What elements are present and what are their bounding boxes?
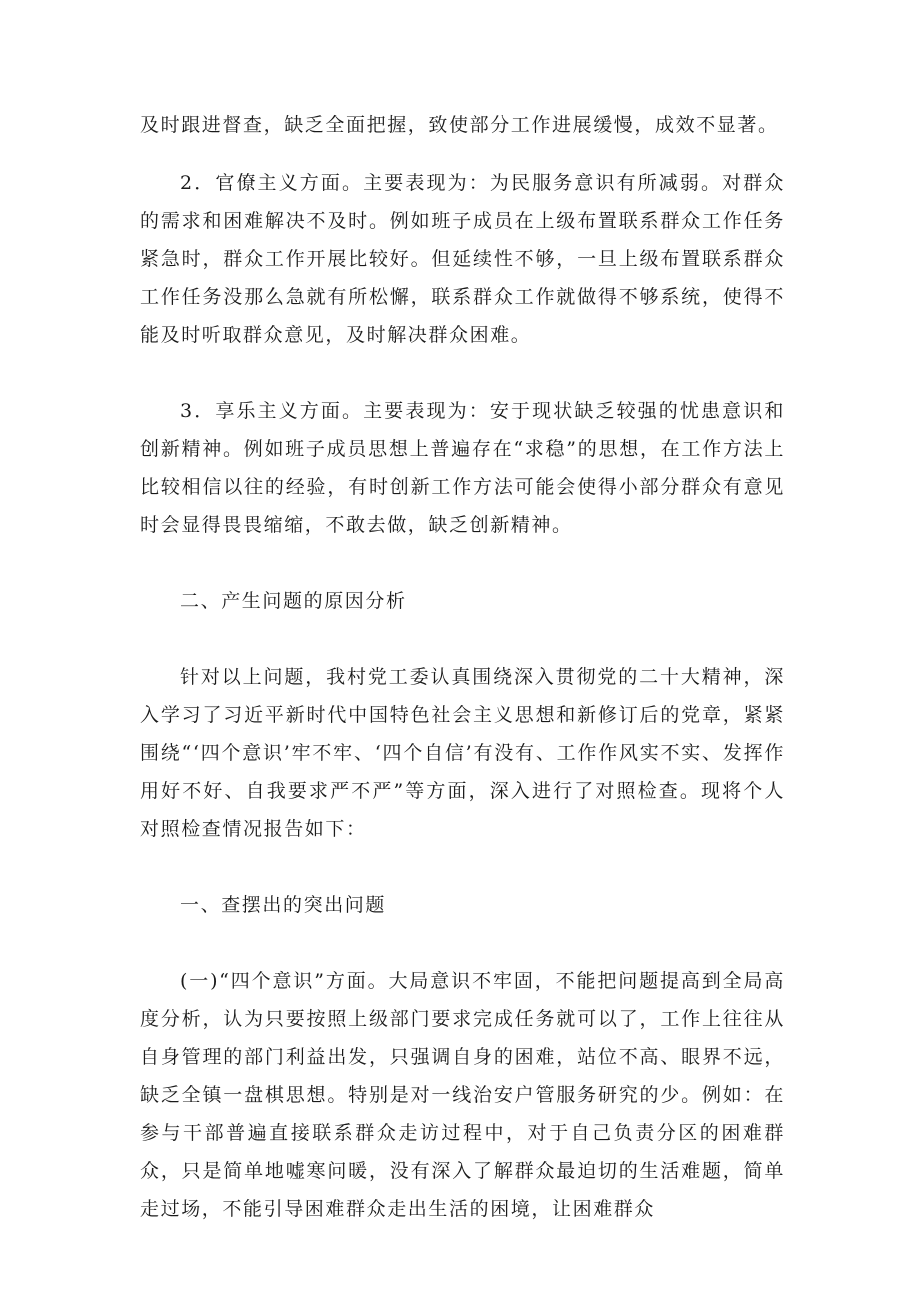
paragraph-bureaucratism: 2．官僚主义方面。主要表现为：为民服务意识有所减弱。对群众的需求和困难解决不及时。例如班子成员在上级布置联系群众工作任务紧急时，群众工作开展比较好。但延续性不够，一旦上级布置联系群众工作任务没那么急就有所松懈，联系群众工作就做得不够系统，使得不能及时听取群众意见，及时解决群众困难。 [140, 172, 785, 346]
paragraph-introduction: 针对以上问题，我村党工委认真围绕深入贯彻党的二十大精神，深入学习了习近平新时代中国特色社会主义思想和新修订后的党章，紧紧围绕“‘四个意识’牢不牢、‘四个自信’有没有、工作作风实不实、发挥作用好不好、自我要求严不严”等方面，深入进行了对照检查。现将个人对照检查情况报告如下： [140, 666, 785, 840]
paragraph-hedonism: 3．享乐主义方面。主要表现为：安于现状缺乏较强的忧患意识和创新精神。例如班子成员思想上普遍存在“求稳”的思想，在工作方法上比较相信以往的经验，有时创新工作方法可能会使得小部分群众有意见时会显得畏畏缩缩，不敢去做，缺乏创新精神。 [140, 400, 785, 536]
paragraph-four-consciousness: (一)“四个意识”方面。大局意识不牢固，不能把问题提高到全局高度分析，认为只要按照上级部门要求完成任务就可以了，工作上往往从自身管理的部门利益出发，只强调自身的困难，站位不高、眼界不远，缺乏全镇一盘棋思想。特别是对一线治安户管服务研究的少。例如：在参与干部普遍直接联系群众走访过程中，对于自己负责分区的困难群众，只是简单地嘘寒问暖，没有深入了解群众最迫切的生活难题，简单走过场，不能引导困难群众走出生活的困境，让困难群众 [140, 970, 785, 1220]
document-page [140, 106, 785, 1228]
section-heading-causes: 二、产生问题的原因分析 [180, 590, 407, 612]
paragraph-continuation: 及时跟进督查，缺乏全面把握，致使部分工作进展缓慢，成效不显著。 [140, 114, 779, 136]
section-heading-problems: 一、查摆出的突出问题 [180, 894, 387, 916]
